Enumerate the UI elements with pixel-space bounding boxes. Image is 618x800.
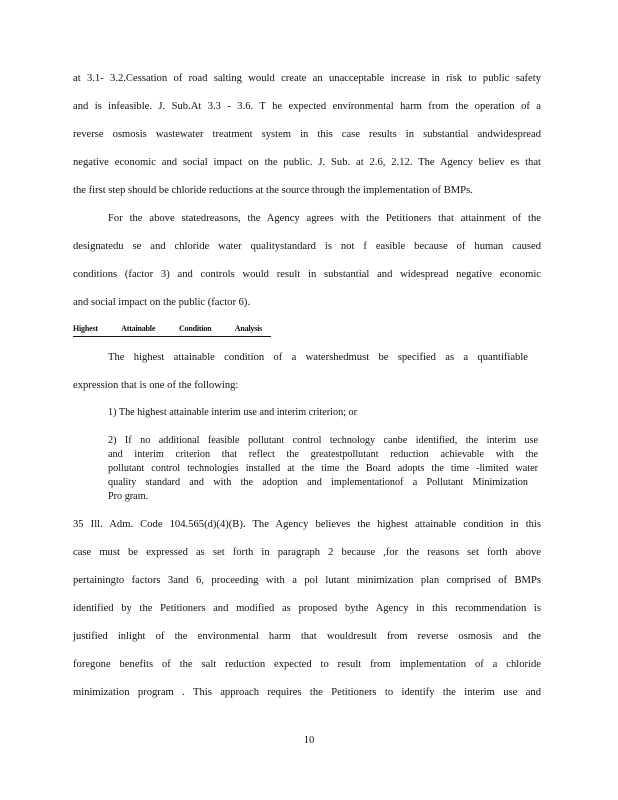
heading-underline [73, 336, 271, 337]
list-item: Pro gram. [108, 491, 149, 502]
body-text-line: pertainingto factors 3and 6, proceeding with a pol lutant minimization plan comprised of BMPs [73, 575, 541, 586]
list-item: pollutant control technologies installed at the time the Board adopts the time -limited water [108, 463, 538, 474]
body-text-line: expression that is one of the following: [73, 380, 239, 391]
list-item: 2) If no additional feasible pollutant control technology canbe identified, the interim use [108, 435, 538, 446]
body-text-line: conditions (factor 3) and controls would result in substantial and widespread negative economic [73, 269, 541, 280]
body-text-line: 35 Ill. Adm. Code 104.565(d)(4)(B). The Agency believes the highest attainable condition in this [73, 519, 541, 530]
body-text-line: The highest attainable condition of a watershedmust be specified as a quantifiable [108, 352, 528, 363]
body-text-line: reverse osmosis wastewater treatment system in this case results in substantial andwidespread [73, 129, 541, 140]
body-text-line: and is infeasible. J. Sub.At 3.3 - 3.6. T he expected environmental harm from the operation of a [73, 101, 541, 112]
body-text-line: case must be expressed as set forth in paragraph 2 because ,for the reasons set forth above [73, 547, 541, 558]
list-item: and interim criterion that reflect the greatestpollutant reduction achievable with the [108, 449, 538, 460]
body-text-line: at 3.1- 3.2.Cessation of road salting would create an unacceptable increase in risk to public safety [73, 73, 541, 84]
body-text-line: justified inlight of the environmental harm that wouldresult from reverse osmosis and the [73, 631, 541, 642]
section-heading: Highest Attainable Condition Analysis [73, 324, 263, 333]
body-text-line: For the above statedreasons, the Agency agrees with the Petitioners that attainment of the [108, 213, 541, 224]
body-text-line: negative economic and social impact on the public. J. Sub. at 2.6, 2.12. The Agency believ es that [73, 157, 541, 168]
body-text-line: the first step should be chloride reductions at the source through the implementation of BMPs. [73, 185, 473, 196]
body-text-line: identified by the Petitioners and modified as proposed bythe Agency in this recommendation is [73, 603, 541, 614]
list-item: quality standard and with the adoption and implementationof a Pollutant Minimization [108, 477, 528, 488]
body-text-line: minimization program . This approach requires the Petitioners to identify the interim use and [73, 687, 541, 698]
body-text-line: and social impact on the public (factor 6). [73, 297, 251, 308]
body-text-line: designatedu se and chloride water qualitystandard is not f easible because of human caused [73, 241, 541, 252]
list-item: 1) The highest attainable interim use and interim criterion; or [108, 407, 358, 418]
page-number: 10 [303, 735, 315, 746]
body-text-line: foregone benefits of the salt reduction expected to result from implementation of a chloride [73, 659, 541, 670]
